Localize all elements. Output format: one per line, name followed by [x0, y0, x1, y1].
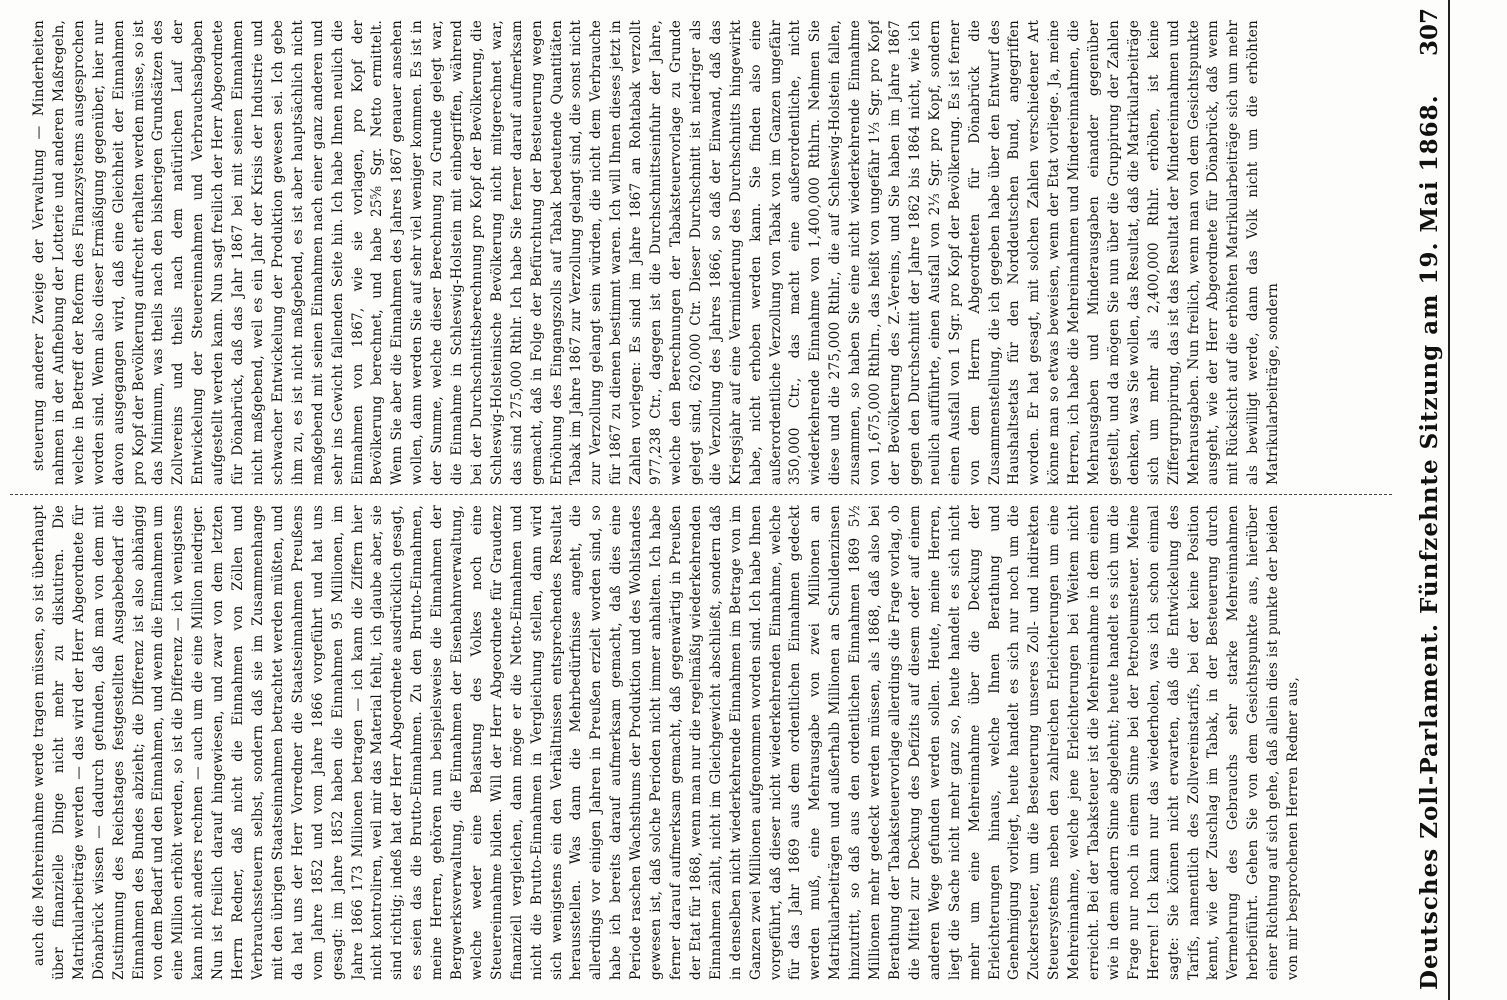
column-left-text: auch die Mehreinnahme werde tragen müssen, so ist überhaupt über finanzielle Dinge nicht mehr zu diskutiren. Die Matrikularbeiträge werden — das wird der Herr Abgeordnete für Dönabrück wissen — dadurch gefunden, daß man von dem mit Zustimmung des Reichstages festgestellten Ausgabebedarf die Einnahmen des Bundes abzieht; die Differenz ist also abhängig von dem Bedarf und den Einnahmen, und wenn die Einnahmen um eine Million erhöht werden, so ist die Differenz — ich wenigstens kann nicht anders rechnen — auch um die eine Million niedriger. Nun ist freilich darauf hingewiesen, und zwar von dem letzten Herrn Redner, daß nicht die Einnahmen von Zöllen und Verbrauchssteuern selbst, sondern daß sie im Zusammenhange mit den übrigen Staatseinnahmen betrachtet werden müßten, und da hat uns der Herr Vorredner die Staatseinnahmen Preußens vom Jahre 1852 und vom Jahre 1866 vorgeführt und hat uns gesagt: im Jahre 1852 haben die Einnahmen 95 Millionen, im Jahre 1866 173 Millionen betragen — ich kann die Ziffern hier nicht kontroliren, weil mir das Material fehlt, ich glaube aber, sie sind richtig; indeß hat der Herr Abgeordnete ausdrücklich gesagt, es seien das die Brutto-Einnahmen. Zu den Brutto-Einnahmen, meine Herren, gehören nun beispielsweise die Einnahmen der Bergwerksverwaltung, die Einnahmen der Eisenbahnverwaltung, welche weder eine Belastung des Volkes noch eine Steuereinnahme bilden. Will der Herr Abgeordnete für Graudenz finanziell vergleichen, dann möge er die Netto-Einnahmen und nicht die Brutto-Einnahmen in Vergleichung stellen, dann wird sich wenigstens ein den Verhältnissen entsprechendes Resultat herausstellen. Was dann die Mehrbedürfnisse angeht, die allerdings vor einigen Jahren in Preußen erzielt worden sind, so habe ich bereits darauf aufmerksam gemacht, daß dies eine Periode raschen Wachsthums der Produktion und des Wohlstandes gewesen ist, daß solche Perioden nicht immer anhalten. Ich habe ferner darauf aufmerksam gemacht, daß gegenwärtig in Preußen der Etat für 1868, wenn man nur die regelmäßig wiederkehrenden Einnahmen zählt, nicht im Gleichgewicht abschließt, sondern daß in denselben nicht wiederkehrende Einnahmen im Betrage von im Ganzen zwei Millionen aufgenommen worden sind. Ich habe Ihnen vorgeführt, daß dieser nicht wiederkehrenden Einnahme, welche für das Jahr 1869 aus dem ordentlichen Einnahmen gedeckt werden muß, eine Mehrausgabe von zwei Millionen an Matrikularbeiträgen und außerhalb Millionen an Schuldenzinsen hinzutritt, so daß aus den ordentlichen Einnahmen 1869 5½ Millionen mehr gedeckt werden müssen, als 1868, daß also bei Berathung der Tabaksteuervorlage allerdings die Frage vorlag, ob die Mittel zur Deckung des Defizits auf diesem oder auf einem anderen Wege gefunden werden sollen. Heute, meine Herren, liegt die Sache nicht mehr ganz so, heute handelt es sich nicht mehr um eine Mehreinnahme über die Deckung der Erleichterungen hinaus, welche Ihnen Berathung und Genehmigung vorliegt, heute handelt es sich nur noch um die Zuckersteuer, um die Besteuerung unseres Zoll- und indirekten Steuersystems neben den zahlreichen Erleichterungen um eine Mehreinnahme, welche jene Erleichterungen bei Weitem nicht erreicht. Bei der Tabaksteuer ist die Mehreinnahme in dem einen wie in dem andern Sinne abgelehnt; heute handelt es sich um die Frage nur noch in einem Sinne bei der Petroleumsteuer. Meine Herren! Ich kann nur das wiederholen, was ich schon einmal sagte: Sie können nicht erwarten, daß die Entwickelung des Tarifs, namentlich des Zollvereinstarifs, bei der keine Position kennt, wie der Zuschlag im Tabak, in der Besteuerung durch Vermehrung des Gebrauchs sehr starke Mehreinnahmen herbeiführt. Gehen Sie von dem Gesichtspunkte aus, hierüber einer Richtung auf sich gehe, daß allein dies ist punkte der beiden von mir besprochenen Herren Redner aus, — [31, 505, 1302, 980]
running-title: Deutsches Zoll-Parlament. Fünfzehnte Sitzung am 19. Mai 1868. — [1416, 94, 1443, 990]
column-right-text: steuerung anderer Zweige der Verwaltung — Minderheiten nahmen in der Aufhebung der Lotterie und anderen Maßregeln, welche in Betreff der Reform des Finanzsystems ausgesprochen worden sind. Wenn also dieser Ermäßigung gegenüber, hier nur davon ausgegangen wird, daß eine Gleichheit der Einnahmen pro Kopf der Bevölkerung aufrecht erhalten werden müsse, so ist das Minimum, was theils nach den bisherigen Grundsätzen des Zollvereins und theils nach dem natürlichen Lauf der Entwickelung der Steuereinnahmen und Verbrauchsabgaben aufgestellt werden kann. Nun sagt freilich der Herr Abgeordnete für Dönabrück, daß das Jahr 1867 bei mit seinen Einnahmen nicht maßgebend, weil es ein Jahr der Krisis der Industrie und schwacher Entwickelung der Produktion gewesen sei. Ich gebe ihm zu, es ist nicht maßgebend, es ist aber hauptsächlich nicht maßgebend mit seinen Einnahmen nach einer ganz anderen und sehr ins Gewicht fallenden Seite hin. Ich habe Ihnen neulich die Einnahmen von 1867, wie sie vorlagen, pro Kopf der Bevölkerung berechnet, und habe 25⅝ Sgr. Netto ermittelt. Wenn Sie aber die Einnahmen des Jahres 1867 genauer ansehen wollen, dann werden Sie auf sehr viel weniger kommen. Es ist in der Summe, welche dieser Berechnung zu Grunde gelegt war, die Einnahme in Schleswig-Holstein mit einbegriffen, während bei der Durchschnittsberechnung pro Kopf der Bevölkerung, die Schleswig-Holsteinische Bevölkerung nicht mitgerechnet war, das sind 275,000 Rthlr. Ich habe Sie ferner darauf aufmerksam gemacht, daß in Folge der Befürchtung der Besteuerung wegen Erhöhung des Eingangszolls auf Tabak bedeutende Quantitäten Tabak im Jahre 1867 zur Verzollung gelangt sind, die sonst nicht zur Verzollung gelangt sein würden, die nicht dem Verbrauche für 1867 zu dienen bestimmt waren. Ich will Ihnen dieses jetzt in Zahlen vorlegen: Es sind im Jahre 1867 an Rohtabak verzollt 977,238 Ctr., dagegen ist die Durchschnittseinfuhr der Jahre, welche den Berechnungen der Tabaksteuervorlage zu Grunde gelegt sind, 620,000 Ctr. Dieser Durchschnitt ist niedriger als die Verzollung des Jahres 1866, so daß der Einwand, daß das Kriegsjahr auf eine Verminderung des Durchschnitts hingewirkt habe, nicht erhoben werden kann. Sie finden also eine außerordentliche Verzollung von Tabak von im Ganzen ungefähr 350,000 Ctr., das macht eine außerordentliche, nicht wiederkehrende Einnahme von 1,400,000 Rthlrn. Nehmen Sie diese und die 275,000 Rthlr., die auf Schleswig-Holstein fallen, zusammen, so haben Sie eine nicht wiederkehrende Einnahme von 1,675,000 Rthlrn., das heißt von ungefähr 1⅓ Sgr. pro Kopf der Bevölkerung des Z.-Vereins, und Sie haben im Jahre 1867 gegen den Durchschnitt der Jahre 1862 bis 1864 nicht, wie ich neulich aufführte, einen Ausfall von 2⅓ Sgr. pro Kopf, sondern einen Ausfall von 1 Sgr. pro Kopf der Bevölkerung. Es ist ferner von dem Herrn Abgeordneten für Dönabrück die Zusammenstellung, die ich gegeben habe über den Entwurf des Haushaltsetats für den Norddeutschen Bund, angegriffen worden. Er hat gesagt, mit solchen Zahlen verschiedener Art könne man so etwas beweisen, wenn der Etat vorliege. Ja, meine Herren, ich habe die Mehreinnahmen und Mindereinnahmen, die Mehrausgaben und Minderausgaben einander gegenüber gestellt, und da mögen Sie nun über die Gruppirung der Zahlen denken, was Sie wollen, das Resultat, daß die Matrikularbeiträge sich um mehr als 2,400,000 Rthlr. erhöhen, ist keine Ziffergruppirung, das ist das Resultat der Mindereinnahmen und Mehrausgaben. Nun freilich, wenn man von dem Gesichtspunkte ausgeht, wie der Herr Abgeordnete für Dönabrück, daß wenn mit Rücksicht auf die erhöhten Matrikularbeiträge sich um mehr als bewilligt werde, dann das Volk nicht um die erhöhten Matrikularbeiträge, sondern — [31, 20, 1282, 485]
page-header — [1408, 0, 1450, 1000]
page-number: 307 — [1416, 8, 1443, 57]
text-column-right — [30, 20, 1400, 485]
text-column-left — [30, 505, 1400, 980]
column-divider — [10, 494, 1392, 495]
